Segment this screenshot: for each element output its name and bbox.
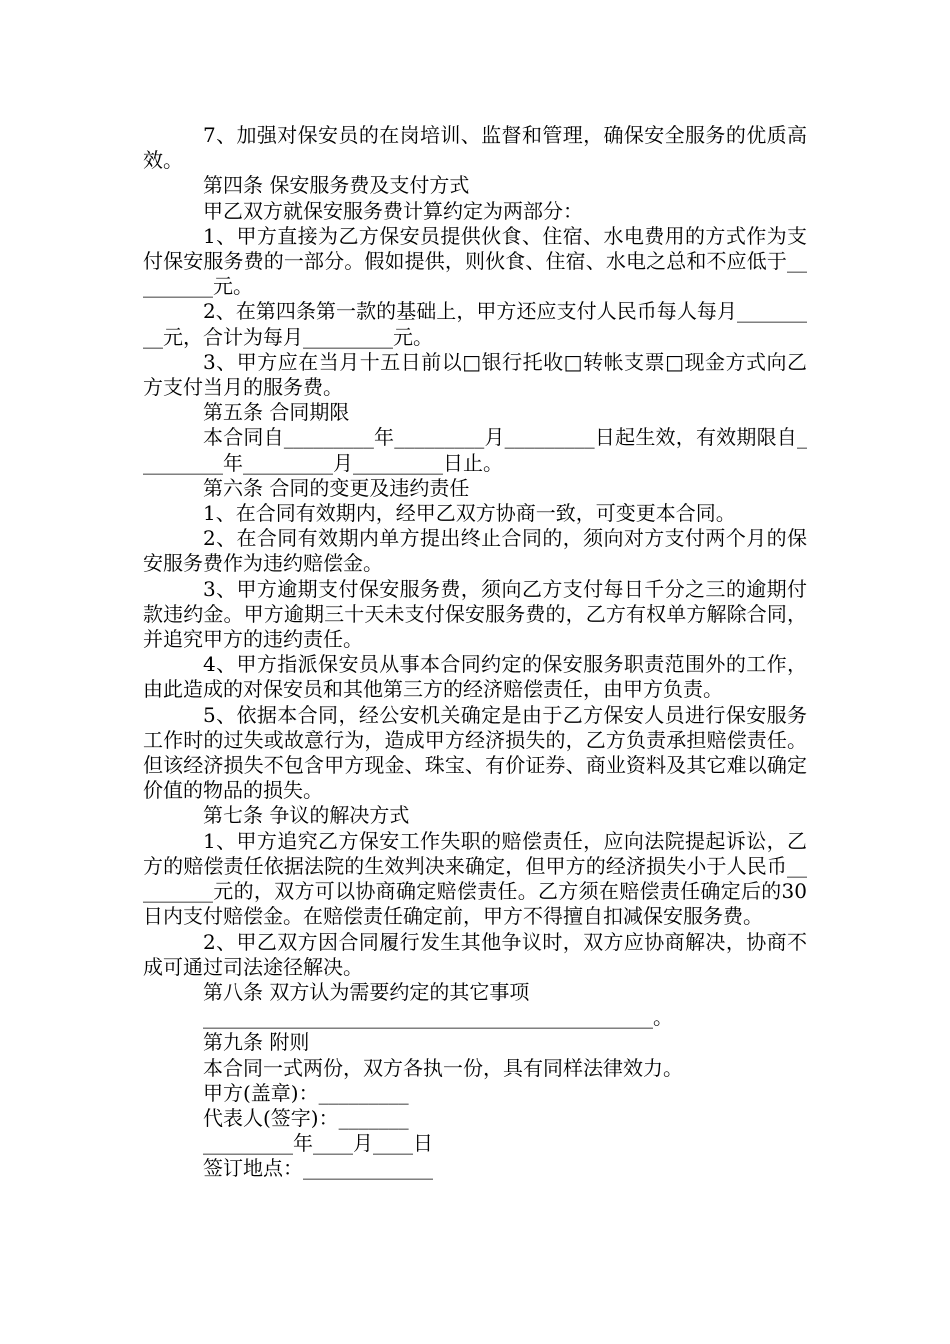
article-6-item-5: 5、依据本合同，经公安机关确定是由于乙方保安人员进行保安服务工作时的过失或故意行为，造成甲方经济损失的，乙方负责承担赔偿责任。但该经济损失不包含甲方现金、珠宝、有价证券、商业资料及其它难以确定价值的物品的损失。 bbox=[143, 702, 807, 803]
clause-3-item-7: 7、加强对保安员的在岗培训、监督和管理，确保安全服务的优质高效。 bbox=[143, 123, 807, 173]
article-6-item-3: 3、甲方逾期支付保安服务费，须向乙方支付每日千分之三的逾期付款违约金。甲方逾期三十天未支付保安服务费的，乙方有权单方解除合同，并追究甲方的违约责任。 bbox=[143, 576, 807, 652]
signing-date-line: _________年____月____日 bbox=[203, 1131, 433, 1156]
article-4-intro: 甲乙双方就保安服务费计算约定为两部分： bbox=[203, 198, 583, 223]
article-8-blank-line: _____________________________________________。 bbox=[203, 1005, 673, 1030]
article-9-copies: 本合同一式两份，双方各执一份，具有同样法律效力。 bbox=[203, 1055, 683, 1080]
article-6-item-2: 2、在合同有效期内单方提出终止合同的，须向对方支付两个月的保安服务费作为违约赔偿金。 bbox=[143, 526, 807, 576]
article-6-item-1: 1、在合同有效期内，经甲乙双方协商一致，可变更本合同。 bbox=[203, 501, 736, 526]
article-6-item-4: 4、甲方指派保安员从事本合同约定的保安服务职责范围外的工作，由此造成的对保安员和其他第三方的经济赔偿责任，由甲方负责。 bbox=[143, 652, 807, 702]
article-5-heading: 第五条 合同期限 bbox=[203, 400, 350, 425]
article-4-item-3: 3、甲方应在当月十五日前以□银行托收□转帐支票□现金方式向乙方支付当月的服务费。 bbox=[143, 349, 807, 400]
article-4-item-1: 1、甲方直接为乙方保安员提供伙食、住宿、水电费用的方式作为支付保安服务费的一部分。假如提供，则伙食、住宿、水电之总和不应低于_________元。 bbox=[143, 223, 807, 299]
article-4-item-2: 2、在第四条第一款的基础上，甲方还应支付人民币每人每月_________元，合计为每月_________元。 bbox=[143, 299, 807, 349]
article-8-heading: 第八条 双方认为需要约定的其它事项 bbox=[203, 979, 530, 1004]
representative-signature-line: 代表人(签字)：_______ bbox=[203, 1105, 409, 1130]
article-6-heading: 第六条 合同的变更及违约责任 bbox=[203, 475, 470, 500]
article-9-heading: 第九条 附则 bbox=[203, 1030, 310, 1055]
signing-place-line: 签订地点：_____________ bbox=[203, 1156, 433, 1181]
contract-page bbox=[143, 123, 807, 1182]
party-a-seal-line: 甲方(盖章)：_________ bbox=[203, 1080, 409, 1105]
article-4-heading: 第四条 保安服务费及支付方式 bbox=[203, 173, 470, 198]
article-7-item-2: 2、甲乙双方因合同履行发生其他争议时，双方应协商解决，协商不成可通过司法途径解决。 bbox=[143, 929, 807, 979]
article-5-term: 本合同自_________年_________月_________日起生效，有效期限自_________年_________月_________日止。 bbox=[143, 425, 807, 475]
article-7-item-1: 1、甲方追究乙方保安工作失职的赔偿责任，应向法院提起诉讼，乙方的赔偿责任依据法院的生效判决来确定，但甲方的经济损失小于人民币_________元的，双方可以协商确定赔偿责任。乙方须在赔偿责任确定后的30日内支付赔偿金。在赔偿责任确定前，甲方不得擅自扣减保安服务费。 bbox=[143, 828, 807, 929]
article-7-heading: 第七条 争议的解决方式 bbox=[203, 803, 410, 828]
